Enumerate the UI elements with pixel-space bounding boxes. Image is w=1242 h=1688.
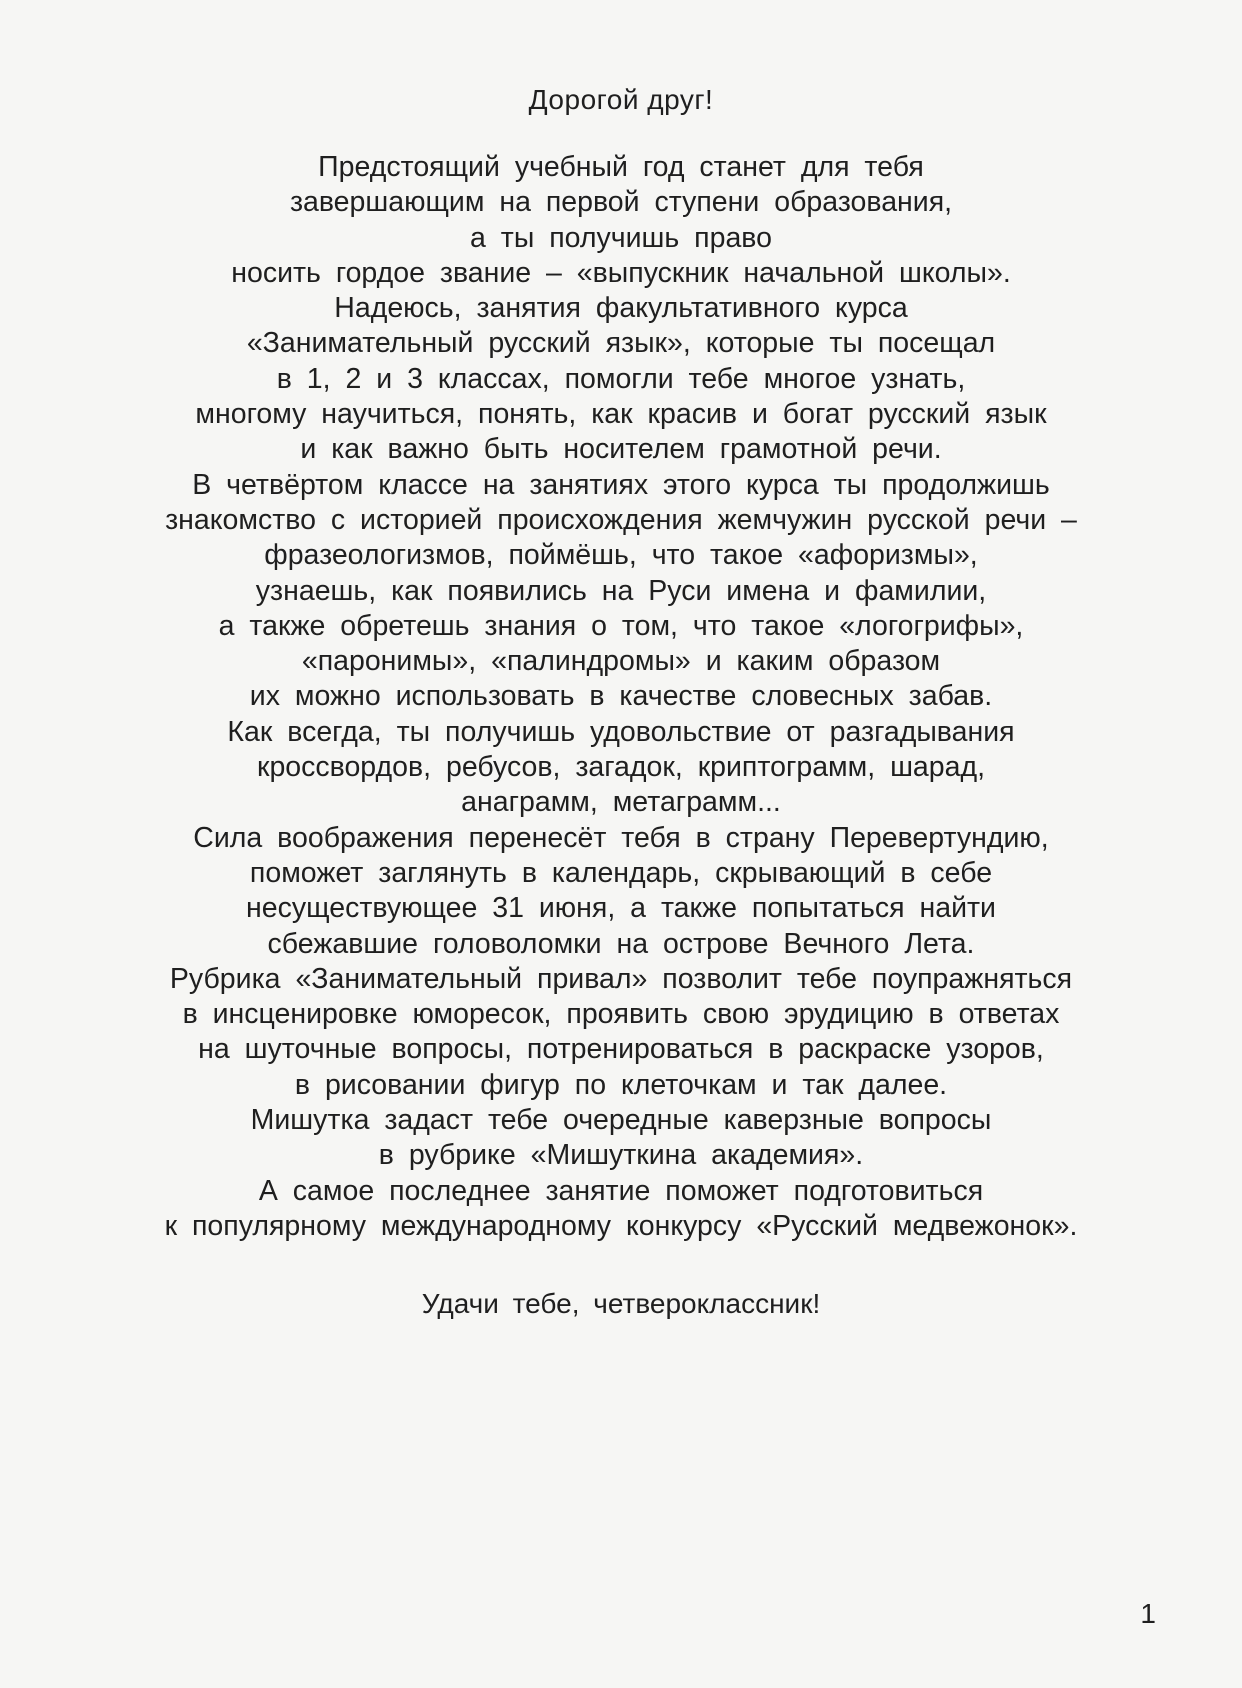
letter-line: на шуточные вопросы, потренироваться в раскраске узоров, <box>198 1033 1044 1066</box>
letter-line: Рубрика «Занимательный привал» позволит тебе поупражняться <box>169 962 1073 995</box>
letter-line: знакомство с историей происхождения жемчужин русской речи – <box>165 503 1077 536</box>
letter-line: Мишутка задаст тебе очередные каверзные вопросы <box>250 1104 992 1137</box>
letter-line: анаграмм, метаграмм... <box>461 786 781 819</box>
letter-line: и как важно быть носителем грамотной речи. <box>300 433 942 466</box>
letter-line: кроссвордов, ребусов, загадок, криптограмм, шарад, <box>256 751 986 784</box>
letter-line: узнаешь, как появились на Руси имена и фамилии, <box>255 574 987 607</box>
letter-line: в инсценировке юморесок, проявить свою эрудицию в ответах <box>182 998 1060 1031</box>
letter-line: их можно использовать в качестве словесных забав. <box>249 680 993 713</box>
letter-line: многому научиться, понять, как красив и богат русский язык <box>195 398 1047 431</box>
letter-line: поможет заглянуть в календарь, скрывающий в себе <box>249 856 993 889</box>
letter-line: Как всегда, ты получишь удовольствие от разгадывания <box>227 715 1015 748</box>
letter-line: Предстоящий учебный год станет для тебя <box>318 151 924 183</box>
closing-line: Удачи тебе, четвероклассник! <box>421 1288 821 1319</box>
letter-line: в рисовании фигур по клеточкам и так далее. <box>294 1068 948 1101</box>
letter-line: в 1, 2 и 3 классах, помогли тебе многое узнать, <box>276 362 966 395</box>
letter-line: А самое последнее занятие поможет подготовиться <box>258 1174 984 1207</box>
letter-line: к популярному международному конкурсу «Русский медвежонок». <box>164 1209 1078 1242</box>
letter-line: завершающим на первой ступени образования, <box>289 186 953 219</box>
letter-line: а также обретешь знания о том, что такое «логогрифы», <box>218 609 1024 642</box>
letter-line: а ты получишь право <box>470 221 772 254</box>
letter-line: «Занимательный русский язык», которые ты посещал <box>246 327 996 360</box>
letter-line: «паронимы», «палиндромы» и каким образом <box>301 645 941 678</box>
letter-line: в рубрике «Мишуткина академия». <box>378 1139 864 1172</box>
letter-body <box>60 150 1182 1244</box>
letter-line: Надеюсь, занятия факультативного курса <box>334 292 908 325</box>
page-number: 1 <box>1140 1598 1156 1629</box>
letter-line: фразеологизмов, поймёшь, что такое «афоризмы», <box>264 539 978 572</box>
letter-line: носить гордое звание – «выпускник начальной школы». <box>231 256 1011 289</box>
letter-line: В четвёртом классе на занятиях этого курса ты продолжишь <box>192 468 1050 501</box>
letter-line: несуществующее 31 июня, а также попытаться найти <box>246 892 996 925</box>
letter-line: сбежавшие головоломки на острове Вечного Лета. <box>267 927 975 960</box>
greeting-heading: Дорогой друг! <box>528 84 714 115</box>
letter-line: Сила воображения перенесёт тебя в страну Перевертундию, <box>193 821 1049 854</box>
